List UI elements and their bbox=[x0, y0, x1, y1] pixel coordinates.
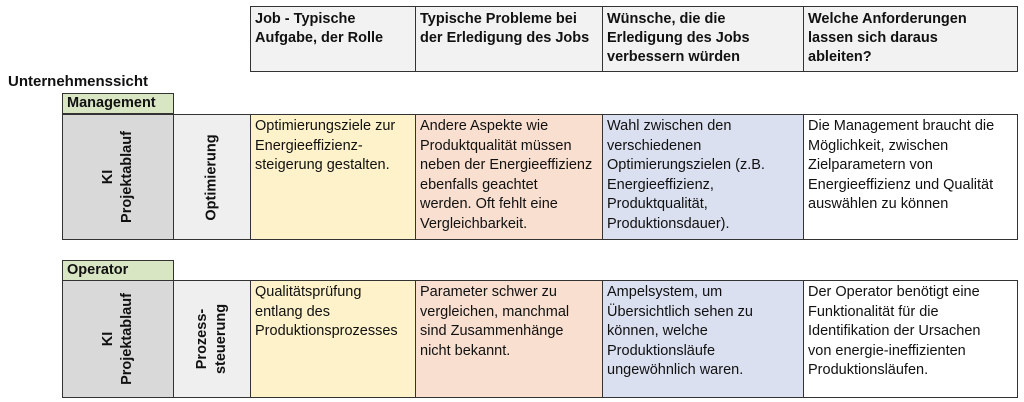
management-requirements-cell: Die Management braucht die Möglichkeit, zwischen Zielparametern von Energieeffizienz und Qualität auswählen zu können bbox=[803, 114, 1018, 240]
management-job-cell: Optimierungsziele zur Energieeffizienz- steigerung gestalten. bbox=[250, 114, 416, 240]
operator-sub-label bbox=[173, 280, 251, 398]
management-row-label bbox=[62, 114, 174, 240]
management-sub-label bbox=[173, 114, 251, 240]
operator-row-label bbox=[62, 280, 174, 398]
operator-label: Operator bbox=[62, 260, 174, 281]
operator-wishes-cell: Ampelsystem, um Übersichtlich sehen zu können, welche Produktionsläufe ungewöhnlich waren. bbox=[602, 280, 804, 398]
management-label: Management bbox=[62, 93, 174, 114]
operator-requirements-cell: Der Operator benötigt eine Funktionalität für die Identifikation der Ursachen von energie-ineffizienten Produktionsläufen. bbox=[803, 280, 1018, 398]
header-requirements: Welche Anforderungen lassen sich daraus ableiten? bbox=[803, 6, 1018, 72]
header-job: Job - Typische Aufgabe, der Rolle bbox=[250, 6, 416, 72]
operator-problems-cell: Parameter schwer zu vergleichen, manchmal sind Zusammenhänge nicht bekannt. bbox=[415, 280, 603, 398]
header-wishes: Wünsche, die die Erledigung des Jobs verbessern würden bbox=[602, 6, 804, 72]
operator-job-cell: Qualitätsprüfung entlang des Produktionsprozesses bbox=[250, 280, 416, 398]
operator-sub-label-text: Prozess- steuerung bbox=[194, 303, 229, 375]
management-wishes-cell: Wahl zwischen den verschiedenen Optimierungszielen (z.B. Energieeffizienz, Produktqualität, Produktionsdauer). bbox=[602, 114, 804, 240]
header-problems: Typische Probleme bei der Erledigung des Jobs bbox=[415, 6, 603, 72]
operator-row-label-text: KI Projektablauf bbox=[99, 293, 135, 385]
management-problems-cell: Andere Aspekte wie Produktqualität müssen neben der Energieeffizienz ebenfalls geachtet werden. Oft fehlt eine Vergleichbarkeit. bbox=[415, 114, 603, 240]
management-sub-label-text: Optimierung bbox=[203, 133, 220, 221]
section-title: Unternehmenssicht bbox=[8, 73, 149, 90]
management-row-label-text: KI Projektablauf bbox=[100, 131, 135, 223]
